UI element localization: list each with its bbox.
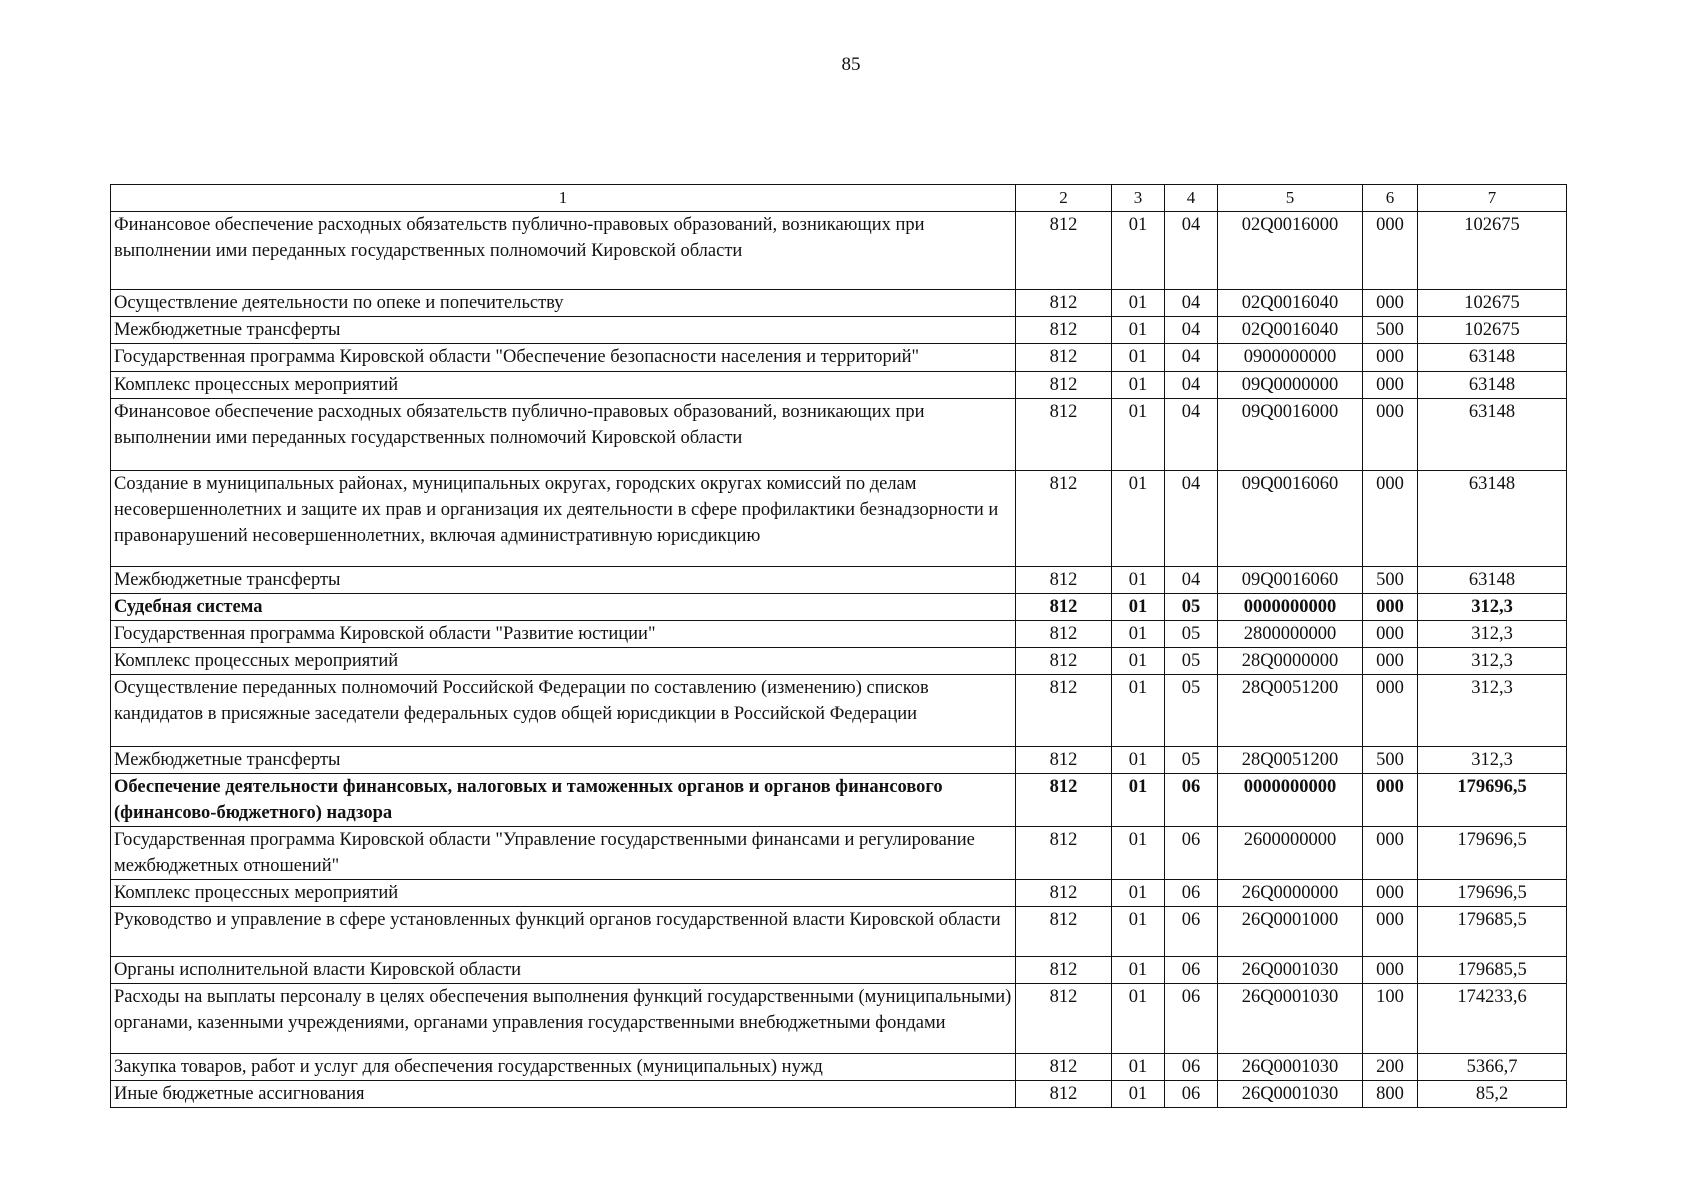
row-name: Государственная программа Кировской области "Управление государственными финансами и регулирование межбюджетных отношений" <box>111 827 1016 880</box>
code-admin: 812 <box>1016 957 1112 984</box>
code-target-article: 09Q0000000 <box>1218 372 1363 399</box>
code-subsection: 04 <box>1165 471 1218 567</box>
code-expense-type: 000 <box>1363 290 1418 317</box>
row-name: Закупка товаров, работ и услуг для обеспечения государственных (муниципальных) нужд <box>111 1054 1016 1081</box>
row-name: Создание в муниципальных районах, муниципальных округах, городских округах комиссий по делам несовершеннолетних и защите их прав и организация их деятельности в сфере профилактики безнадзорности и правонарушений несовершеннолетних, включая административную юрисдикцию <box>111 471 1016 567</box>
code-target-article: 28Q0000000 <box>1218 648 1363 675</box>
code-admin: 812 <box>1016 344 1112 372</box>
code-expense-type: 200 <box>1363 1054 1418 1081</box>
code-subsection: 04 <box>1165 344 1218 372</box>
table-row <box>111 594 1567 621</box>
amount: 312,3 <box>1418 747 1567 774</box>
code-admin: 812 <box>1016 675 1112 747</box>
code-subsection: 06 <box>1165 774 1218 827</box>
code-section: 01 <box>1112 984 1165 1054</box>
row-name: Судебная система <box>111 594 1016 621</box>
code-admin: 812 <box>1016 774 1112 827</box>
table-row <box>111 1054 1567 1081</box>
table-row <box>111 344 1567 372</box>
row-name: Иные бюджетные ассигнования <box>111 1081 1016 1108</box>
row-name: Комплекс процессных мероприятий <box>111 648 1016 675</box>
row-name: Финансовое обеспечение расходных обязательств публично-правовых образований, возникающих при выполнении ими переданных государственных полномочий Кировской области <box>111 212 1016 290</box>
code-admin: 812 <box>1016 372 1112 399</box>
code-expense-type: 500 <box>1363 317 1418 344</box>
row-name: Межбюджетные трансферты <box>111 317 1016 344</box>
amount: 85,2 <box>1418 1081 1567 1108</box>
code-admin: 812 <box>1016 907 1112 957</box>
code-expense-type: 000 <box>1363 344 1418 372</box>
table-row <box>111 317 1567 344</box>
code-subsection: 06 <box>1165 1054 1218 1081</box>
code-subsection: 05 <box>1165 648 1218 675</box>
code-admin: 812 <box>1016 399 1112 471</box>
code-subsection: 06 <box>1165 827 1218 880</box>
code-subsection: 06 <box>1165 957 1218 984</box>
code-expense-type: 800 <box>1363 1081 1418 1108</box>
table-row <box>111 212 1567 290</box>
code-admin: 812 <box>1016 212 1112 290</box>
code-target-article: 2800000000 <box>1218 621 1363 648</box>
code-subsection: 04 <box>1165 290 1218 317</box>
table-row <box>111 984 1567 1054</box>
code-admin: 812 <box>1016 827 1112 880</box>
code-admin: 812 <box>1016 880 1112 907</box>
code-expense-type: 500 <box>1363 567 1418 594</box>
amount: 312,3 <box>1418 621 1567 648</box>
code-expense-type: 000 <box>1363 675 1418 747</box>
code-target-article: 0000000000 <box>1218 594 1363 621</box>
code-expense-type: 000 <box>1363 648 1418 675</box>
row-name: Обеспечение деятельности финансовых, налоговых и таможенных органов и органов финансового (финансово-бюджетного) надзора <box>111 774 1016 827</box>
table-row <box>111 648 1567 675</box>
column-header-6: 6 <box>1363 185 1418 212</box>
amount: 312,3 <box>1418 594 1567 621</box>
code-section: 01 <box>1112 344 1165 372</box>
table-row <box>111 957 1567 984</box>
code-section: 01 <box>1112 399 1165 471</box>
code-admin: 812 <box>1016 290 1112 317</box>
code-target-article: 02Q0016040 <box>1218 290 1363 317</box>
column-header-3: 3 <box>1112 185 1165 212</box>
code-section: 01 <box>1112 747 1165 774</box>
row-name: Осуществление деятельности по опеке и попечительству <box>111 290 1016 317</box>
code-target-article: 28Q0051200 <box>1218 675 1363 747</box>
amount: 312,3 <box>1418 648 1567 675</box>
code-subsection: 04 <box>1165 212 1218 290</box>
code-target-article: 02Q0016040 <box>1218 317 1363 344</box>
code-expense-type: 000 <box>1363 621 1418 648</box>
amount: 179696,5 <box>1418 827 1567 880</box>
amount: 63148 <box>1418 344 1567 372</box>
code-section: 01 <box>1112 567 1165 594</box>
code-expense-type: 000 <box>1363 827 1418 880</box>
code-subsection: 04 <box>1165 567 1218 594</box>
code-target-article: 02Q0016000 <box>1218 212 1363 290</box>
code-section: 01 <box>1112 957 1165 984</box>
code-section: 01 <box>1112 827 1165 880</box>
code-expense-type: 000 <box>1363 774 1418 827</box>
code-section: 01 <box>1112 594 1165 621</box>
code-target-article: 09Q0016000 <box>1218 399 1363 471</box>
code-target-article: 26Q0001030 <box>1218 957 1363 984</box>
code-section: 01 <box>1112 621 1165 648</box>
code-admin: 812 <box>1016 567 1112 594</box>
code-target-article: 26Q0001030 <box>1218 1054 1363 1081</box>
code-section: 01 <box>1112 290 1165 317</box>
row-name: Государственная программа Кировской области "Развитие юстиции" <box>111 621 1016 648</box>
code-target-article: 09Q0016060 <box>1218 567 1363 594</box>
code-section: 01 <box>1112 317 1165 344</box>
code-section: 01 <box>1112 212 1165 290</box>
amount: 102675 <box>1418 212 1567 290</box>
row-name: Межбюджетные трансферты <box>111 747 1016 774</box>
amount: 102675 <box>1418 317 1567 344</box>
code-admin: 812 <box>1016 317 1112 344</box>
page-number: 85 <box>841 54 861 75</box>
code-expense-type: 000 <box>1363 471 1418 567</box>
row-name: Комплекс процессных мероприятий <box>111 880 1016 907</box>
code-subsection: 05 <box>1165 747 1218 774</box>
row-name: Межбюджетные трансферты <box>111 567 1016 594</box>
code-target-article: 26Q0000000 <box>1218 880 1363 907</box>
code-subsection: 04 <box>1165 317 1218 344</box>
column-header-1: 1 <box>111 185 1016 212</box>
amount: 179696,5 <box>1418 774 1567 827</box>
column-header-2: 2 <box>1016 185 1112 212</box>
code-expense-type: 000 <box>1363 372 1418 399</box>
code-target-article: 26Q0001000 <box>1218 907 1363 957</box>
row-name: Комплекс процессных мероприятий <box>111 372 1016 399</box>
row-name: Осуществление переданных полномочий Российской Федерации по составлению (изменению) списков кандидатов в присяжные заседатели федеральных судов общей юрисдикции в Российской Федерации <box>111 675 1016 747</box>
code-admin: 812 <box>1016 471 1112 567</box>
code-section: 01 <box>1112 774 1165 827</box>
table-header-row <box>111 185 1567 212</box>
row-name: Органы исполнительной власти Кировской области <box>111 957 1016 984</box>
code-subsection: 06 <box>1165 984 1218 1054</box>
table-row <box>111 567 1567 594</box>
code-section: 01 <box>1112 675 1165 747</box>
code-subsection: 04 <box>1165 372 1218 399</box>
column-header-4: 4 <box>1165 185 1218 212</box>
code-expense-type: 500 <box>1363 747 1418 774</box>
code-admin: 812 <box>1016 594 1112 621</box>
code-admin: 812 <box>1016 1054 1112 1081</box>
code-expense-type: 000 <box>1363 907 1418 957</box>
code-expense-type: 000 <box>1363 880 1418 907</box>
code-target-article: 09Q0016060 <box>1218 471 1363 567</box>
amount: 63148 <box>1418 567 1567 594</box>
row-name: Государственная программа Кировской области "Обеспечение безопасности населения и территорий" <box>111 344 1016 372</box>
table-row <box>111 290 1567 317</box>
amount: 174233,6 <box>1418 984 1567 1054</box>
table-row <box>111 774 1567 827</box>
amount: 102675 <box>1418 290 1567 317</box>
table-body <box>111 212 1567 1108</box>
table-row <box>111 621 1567 648</box>
code-subsection: 04 <box>1165 399 1218 471</box>
table-row <box>111 372 1567 399</box>
code-admin: 812 <box>1016 648 1112 675</box>
amount: 179696,5 <box>1418 880 1567 907</box>
budget-table <box>110 184 1567 1108</box>
code-section: 01 <box>1112 471 1165 567</box>
code-subsection: 05 <box>1165 675 1218 747</box>
code-expense-type: 000 <box>1363 399 1418 471</box>
table-row <box>111 907 1567 957</box>
code-subsection: 05 <box>1165 621 1218 648</box>
code-expense-type: 000 <box>1363 957 1418 984</box>
code-admin: 812 <box>1016 747 1112 774</box>
code-target-article: 0000000000 <box>1218 774 1363 827</box>
code-section: 01 <box>1112 880 1165 907</box>
row-name: Финансовое обеспечение расходных обязательств публично-правовых образований, возникающих при выполнении ими переданных государственных полномочий Кировской области <box>111 399 1016 471</box>
row-name: Руководство и управление в сфере установленных функций органов государственной власти Кировской области <box>111 907 1016 957</box>
amount: 63148 <box>1418 399 1567 471</box>
code-admin: 812 <box>1016 621 1112 648</box>
table-row <box>111 675 1567 747</box>
table-row <box>111 880 1567 907</box>
table-row <box>111 827 1567 880</box>
code-expense-type: 100 <box>1363 984 1418 1054</box>
table-row <box>111 747 1567 774</box>
code-subsection: 05 <box>1165 594 1218 621</box>
table-row <box>111 471 1567 567</box>
table-row <box>111 1081 1567 1108</box>
code-section: 01 <box>1112 1054 1165 1081</box>
amount: 5366,7 <box>1418 1054 1567 1081</box>
amount: 179685,5 <box>1418 907 1567 957</box>
code-subsection: 06 <box>1165 880 1218 907</box>
code-subsection: 06 <box>1165 907 1218 957</box>
code-section: 01 <box>1112 1081 1165 1108</box>
code-section: 01 <box>1112 372 1165 399</box>
code-expense-type: 000 <box>1363 594 1418 621</box>
amount: 312,3 <box>1418 675 1567 747</box>
code-subsection: 06 <box>1165 1081 1218 1108</box>
code-admin: 812 <box>1016 1081 1112 1108</box>
code-target-article: 28Q0051200 <box>1218 747 1363 774</box>
code-target-article: 26Q0001030 <box>1218 984 1363 1054</box>
column-header-5: 5 <box>1218 185 1363 212</box>
table-row <box>111 399 1567 471</box>
amount: 63148 <box>1418 471 1567 567</box>
code-target-article: 2600000000 <box>1218 827 1363 880</box>
code-section: 01 <box>1112 648 1165 675</box>
code-target-article: 26Q0001030 <box>1218 1081 1363 1108</box>
amount: 63148 <box>1418 372 1567 399</box>
code-target-article: 0900000000 <box>1218 344 1363 372</box>
code-admin: 812 <box>1016 984 1112 1054</box>
code-section: 01 <box>1112 907 1165 957</box>
code-expense-type: 000 <box>1363 212 1418 290</box>
row-name: Расходы на выплаты персоналу в целях обеспечения выполнения функций государственными (муниципальными) органами, казенными учреждениями, органами управления государственными внебюджетными фондами <box>111 984 1016 1054</box>
column-header-7: 7 <box>1418 185 1567 212</box>
amount: 179685,5 <box>1418 957 1567 984</box>
